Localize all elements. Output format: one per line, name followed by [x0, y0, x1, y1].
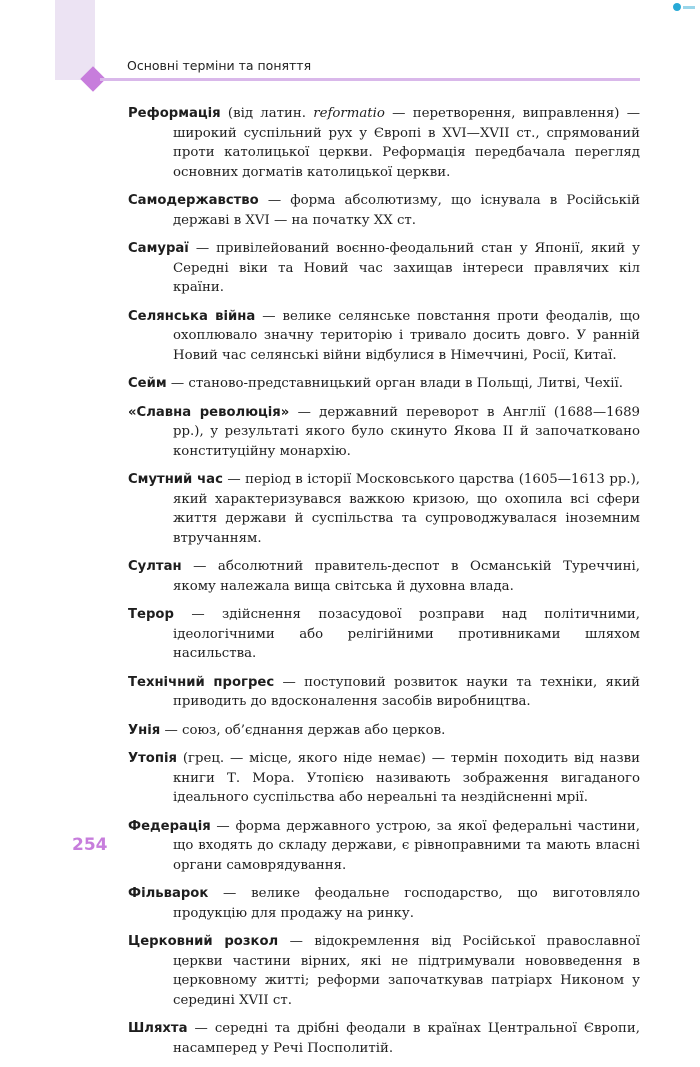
- term-definition: — державний переворот в Англії (1688—1689 рр.), у результаті якого було скинуто Якова II й започатковано конституційну монархію.: [173, 404, 640, 459]
- header-side-band: [55, 0, 95, 80]
- term-definition: — період в історії Московського царства (1605—1613 рр.), який характеризувався важкою кризою, що охопила всі сфери життя держави й суспільства та супроводжувалася іноземним втручанням.: [173, 472, 640, 546]
- term-label: Фільварок: [128, 886, 209, 901]
- term-definition: — середні та дрібні феодали в країнах Центральної Європи, насамперед у Речі Посполитій.: [173, 1021, 640, 1056]
- term-definition: — велике селянське повстання проти феодалів, що охоплювало значну територію і тривало досить довго. У ранній Новий час селянські війни відбулися в Німеччині, Росії, Китаї.: [173, 308, 640, 363]
- page-number: 254: [72, 835, 108, 855]
- term-label: Технічний прогрес: [128, 674, 275, 690]
- term-definition: — форма абсолютизму, що існувала в Російській державі в XVI — на початку XX ст.: [173, 193, 640, 228]
- glossary-entry: [128, 403, 640, 462]
- term-definition: — велике феодальне господарство, що виготовляло продукцію для продажу на ринку.: [173, 886, 640, 921]
- glossary-list: [128, 104, 640, 1067]
- term-label: Сейм: [128, 376, 167, 391]
- glossary-entry: [128, 932, 640, 1010]
- glossary-entry: [128, 721, 640, 741]
- glossary-entry: [128, 374, 640, 394]
- term-definition: — союз, об’єднання держав або церков.: [160, 722, 446, 738]
- glossary-entry: [128, 307, 640, 366]
- glossary-entry: [128, 605, 640, 664]
- glossary-entry: [128, 104, 640, 182]
- term-label: «Славна революція»: [128, 404, 290, 420]
- glossary-entry: [128, 470, 640, 548]
- term-definition: — відокремлення від Російської православної церкви частини вірних, які не підтримували нововведення в церковному житті; реформи започаткував патріарх Никоном у середині XVII ст.: [173, 934, 640, 1008]
- term-definition: (від латин. reformatio — перетворення, виправлення) — широкий суспільний рух у Європі в XVI—XVII ст., спрямований проти католицької церкви. Реформація передбачала перегляд основних догматів католицької церкви.: [173, 106, 641, 180]
- glossary-entry: [128, 817, 640, 876]
- term-label: Терор: [128, 607, 174, 622]
- term-label: Селянська війна: [128, 308, 256, 324]
- glossary-entry: [128, 673, 640, 712]
- term-label: Федерація: [128, 818, 211, 834]
- term-label: Смутний час: [128, 472, 223, 487]
- term-label: Унія: [128, 722, 161, 738]
- term-definition: (грец. — місце, якого ніде немає) — термін походить від назви книги Т. Мора. Утопією називають зображення вигаданого ідеального суспільства або нереальні та нездійсненні мрії.: [173, 751, 640, 805]
- term-definition: — абсолютний правитель-деспот в Османській Туреччині, якому належала вища світська й духовна влада.: [173, 559, 640, 594]
- glossary-entry: [128, 191, 640, 230]
- glossary-entry: [128, 749, 640, 808]
- glossary-entry: [128, 239, 640, 298]
- term-label: Самодержавство: [128, 193, 259, 208]
- glossary-entry: [128, 884, 640, 923]
- term-definition: — поступовий розвиток науки та техніки, який приводить до вдосконалення засобів виробництва.: [173, 674, 640, 709]
- glossary-entry: [128, 1019, 640, 1058]
- term-label: Султан: [128, 559, 182, 574]
- term-label: Самураї: [128, 241, 189, 256]
- term-definition: — привілейований воєнно-феодальний стан у Японії, який у Середні віки та Новий час захищав інтереси правлячих кіл країни.: [173, 241, 640, 295]
- term-definition: — здійснення позасудової розправи над політичними, ідеологічними або релігійними противниками шляхом насильства.: [173, 607, 640, 661]
- term-label: Шляхта: [128, 1021, 188, 1036]
- glossary-entry: [128, 557, 640, 596]
- publisher-logo-icon: [673, 2, 697, 12]
- term-label: Реформація: [128, 106, 221, 121]
- term-label: Утопія: [128, 751, 177, 766]
- term-definition: — станово-представницький орган влади в Польщі, Литві, Чехії.: [166, 376, 624, 391]
- header-divider: [100, 78, 640, 81]
- term-definition: — форма державного устрою, за якої федеральні частини, що входять до складу держави, є рівноправними та мають власні органи самоврядування.: [173, 818, 640, 873]
- page-header-title: Основні терміни та поняття: [127, 58, 312, 73]
- term-label: Церковний розкол: [128, 934, 279, 949]
